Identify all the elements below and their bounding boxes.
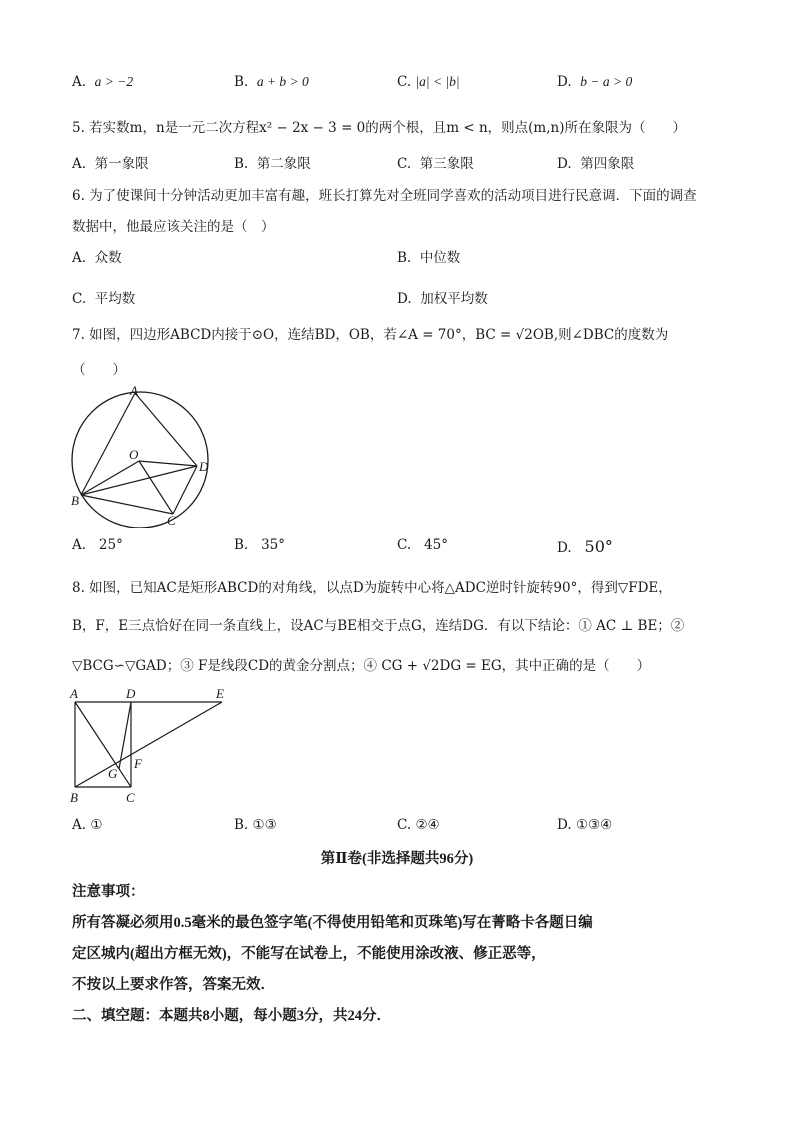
segment-oc — [139, 461, 173, 514]
label-d: D — [126, 686, 136, 701]
q7-option-c: C. 45° — [397, 537, 448, 553]
q5-option-b: B. 第二象限 — [234, 156, 311, 172]
q7-option-b: B. 35° — [234, 537, 286, 553]
q8-option-c: C. ②④ — [397, 817, 440, 833]
q6-option-c: C. 平均数 — [72, 291, 136, 307]
q4-option-d: D. b − a > 0 — [557, 74, 633, 90]
segment-be — [75, 702, 222, 787]
label-b: B — [71, 493, 79, 508]
q8-stem-line1: 8. 如图，已知AC是矩形ABCD的对角线，以点D为旋转中心将△ADC逆时针旋转90°，得到▽FDE， — [72, 580, 672, 596]
segment-ac — [75, 702, 131, 787]
q8-option-d: D. ①③④ — [557, 817, 613, 833]
q6-option-a: A. 众数 — [72, 250, 122, 266]
q7-stem-line1: 7. 如图，四边形ABCD内接于⊙O，连结BD，OB，若∠A = 70°，BC = √2OB,则∠DBC的度数为 — [72, 327, 669, 343]
q6-option-d: D. 加权平均数 — [397, 291, 488, 307]
section-title: 第Ⅱ卷(非选择题共96分) — [320, 851, 474, 867]
segment-cd — [173, 466, 197, 514]
label-d: D — [199, 459, 209, 474]
label-c: C — [126, 790, 135, 805]
segment-bd — [81, 466, 197, 495]
segment-dg — [119, 702, 131, 769]
q4-option-b: B. a + b > 0 — [234, 74, 309, 90]
notice-heading: 注意事项： — [72, 884, 145, 900]
q7-stem-line2: （ ） — [72, 362, 126, 378]
segment-od — [139, 461, 197, 466]
q4-option-c: C. |a| < |b| — [397, 74, 460, 90]
q8-rectangle-figure — [65, 684, 235, 808]
label-g: G — [108, 766, 118, 781]
q7-circle-figure — [60, 383, 230, 528]
q5-option-d: D. 第四象限 — [557, 156, 635, 172]
notice-line-2: 定区城内(超出方框无效)，不能写在试卷上，不能使用涂改液、修正恶等， — [72, 946, 546, 962]
q7-option-a: A. 25° — [72, 537, 123, 553]
q8-option-b: B. ①③ — [234, 817, 277, 833]
label-c: C — [167, 513, 176, 528]
label-a: A — [70, 686, 78, 701]
q8-stem-line3: ▽BCG∽▽GAD；③ F是线段CD的黄金分割点；④ CG + √2DG = EG，其中正确的是（ ） — [72, 658, 651, 674]
q6-option-b: B. 中位数 — [397, 250, 461, 266]
q5-stem: 5. 若实数m，n是一元二次方程x² − 2x − 3 = 0的两个根，且m < n，则点(m,n)所在象限为（ ） — [72, 120, 686, 136]
part-heading: 二、填空题：本题共8小题，每小题3分，共24分． — [72, 1008, 391, 1024]
notice-line-1: 所有答凝必须用0.5毫米的最色签字笔(不得使用铅笔和页珠笔)写在菁略卡各题日编 — [72, 915, 593, 931]
segment-ad — [135, 393, 197, 466]
label-f: F — [134, 756, 142, 771]
q4-option-a: A. a > −2 — [72, 74, 134, 90]
label-b: B — [70, 790, 78, 805]
q5-option-c: C. 第三象限 — [397, 156, 474, 172]
q8-option-a: A. ① — [72, 817, 103, 833]
q8-stem-line2: B，F，E三点恰好在同一条直线上，设AC与BE相交于点G，连结DG．有以下结论：① AC ⊥ BE；② — [72, 618, 685, 634]
label-e: E — [216, 686, 224, 701]
q5-option-a: A. 第一象限 — [72, 156, 149, 172]
label-a: A — [130, 383, 138, 398]
q6-stem-line1: 6. 为了使课间十分钟活动更加丰富有趣，班长打算先对全班同学喜欢的活动项目进行民意调．下面的调查 — [72, 188, 697, 204]
q7-option-d: D. 50° — [557, 537, 613, 556]
notice-line-3: 不按以上要求作答，答案无效． — [72, 977, 275, 993]
q6-stem-line2: 数据中，他最应该关注的是（ ） — [72, 219, 275, 235]
label-o: O — [129, 447, 139, 462]
